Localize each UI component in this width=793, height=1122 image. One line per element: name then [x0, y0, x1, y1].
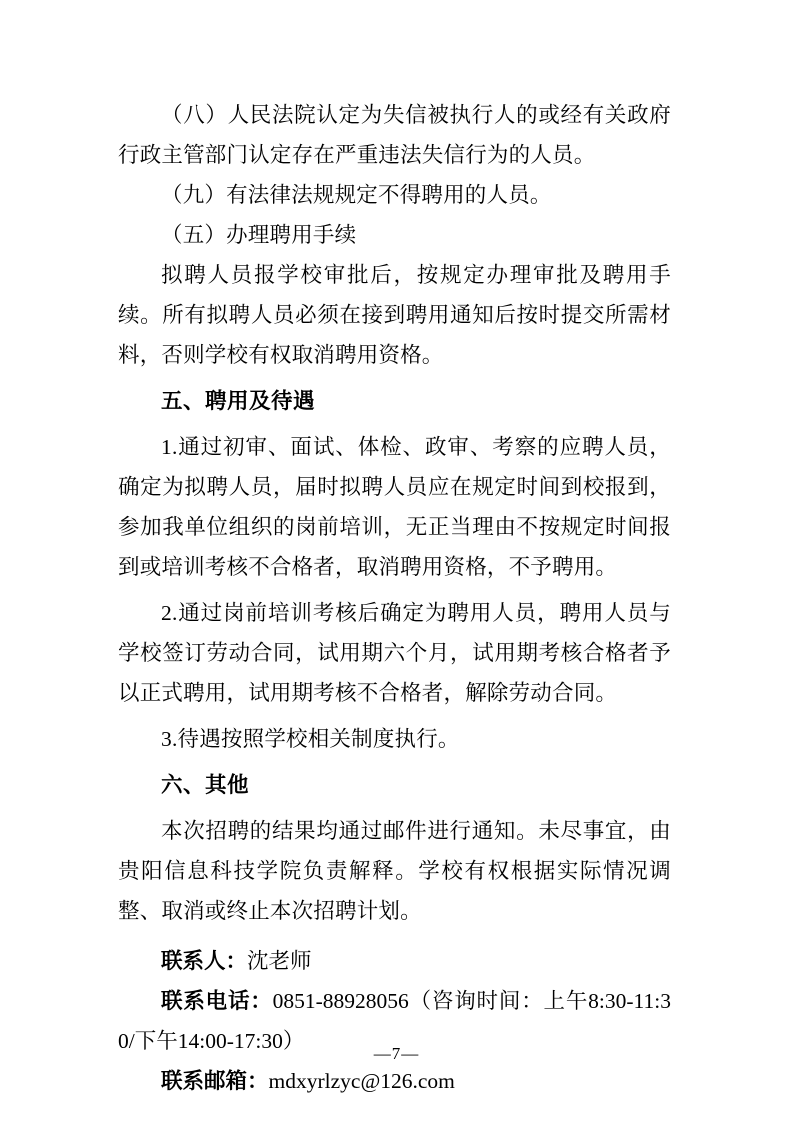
- paragraph-item-8: （八）人民法院认定为失信被执行人的或经有关政府行政主管部门认定存在严重违法失信行为的人员。: [118, 103, 671, 167]
- contact-email-value: mdxyrlzyc@126.com: [268, 1069, 455, 1093]
- paragraph-clause-2: 2.通过岗前培训考核后确定为聘用人员，聘用人员与学校签订劳动合同，试用期六个月，试用期考核合格者予以正式聘用，试用期考核不合格者，解除劳动合同。: [118, 601, 671, 705]
- page-number: —7—: [373, 1044, 420, 1063]
- paragraph-item-5-procedure: （五）办理聘用手续: [161, 223, 357, 247]
- spacer: [118, 931, 671, 941]
- contact-email-line: [118, 1061, 671, 1101]
- paragraph-clause-1: 1.通过初审、面试、体检、政审、考察的应聘人员，确定为拟聘人员，届时拟聘人员应在规定时间到校报到，参加我单位组织的岗前培训，无正当理由不按规定时间报到或培训考核不合格者，取消聘用资格，不予聘用。: [118, 435, 671, 579]
- paragraph-other-body: 本次招聘的结果均通过邮件进行通知。未尽事宜，由贵阳信息科技学院负责解释。学校有权根据实际情况调整、取消或终止本次招聘计划。: [118, 819, 671, 923]
- contact-person-value: 沈老师: [247, 949, 312, 973]
- contact-phone-value: 0851-88928056（咨询时间：上午8:30-11:30/下午14:00-17:30）: [118, 989, 671, 1053]
- contact-person-label: 联系人：: [161, 949, 248, 973]
- contact-person-line: [118, 941, 671, 981]
- paragraph-item-9: （九）有法律法规规定不得聘用的人员。: [161, 183, 552, 207]
- section-heading-six: 六、其他: [161, 773, 250, 797]
- paragraph-procedure-body: 拟聘人员报学校审批后，按规定办理审批及聘用手续。所有拟聘人员必须在接到聘用通知后按时提交所需材料，否则学校有权取消聘用资格。: [118, 263, 671, 367]
- section-heading-five: 五、聘用及待遇: [161, 389, 316, 413]
- contact-email-label: 联系邮箱：: [161, 1069, 269, 1093]
- contact-phone-label: 联系电话：: [161, 989, 273, 1013]
- paragraph-clause-3: 3.待遇按照学校相关制度执行。: [161, 727, 460, 751]
